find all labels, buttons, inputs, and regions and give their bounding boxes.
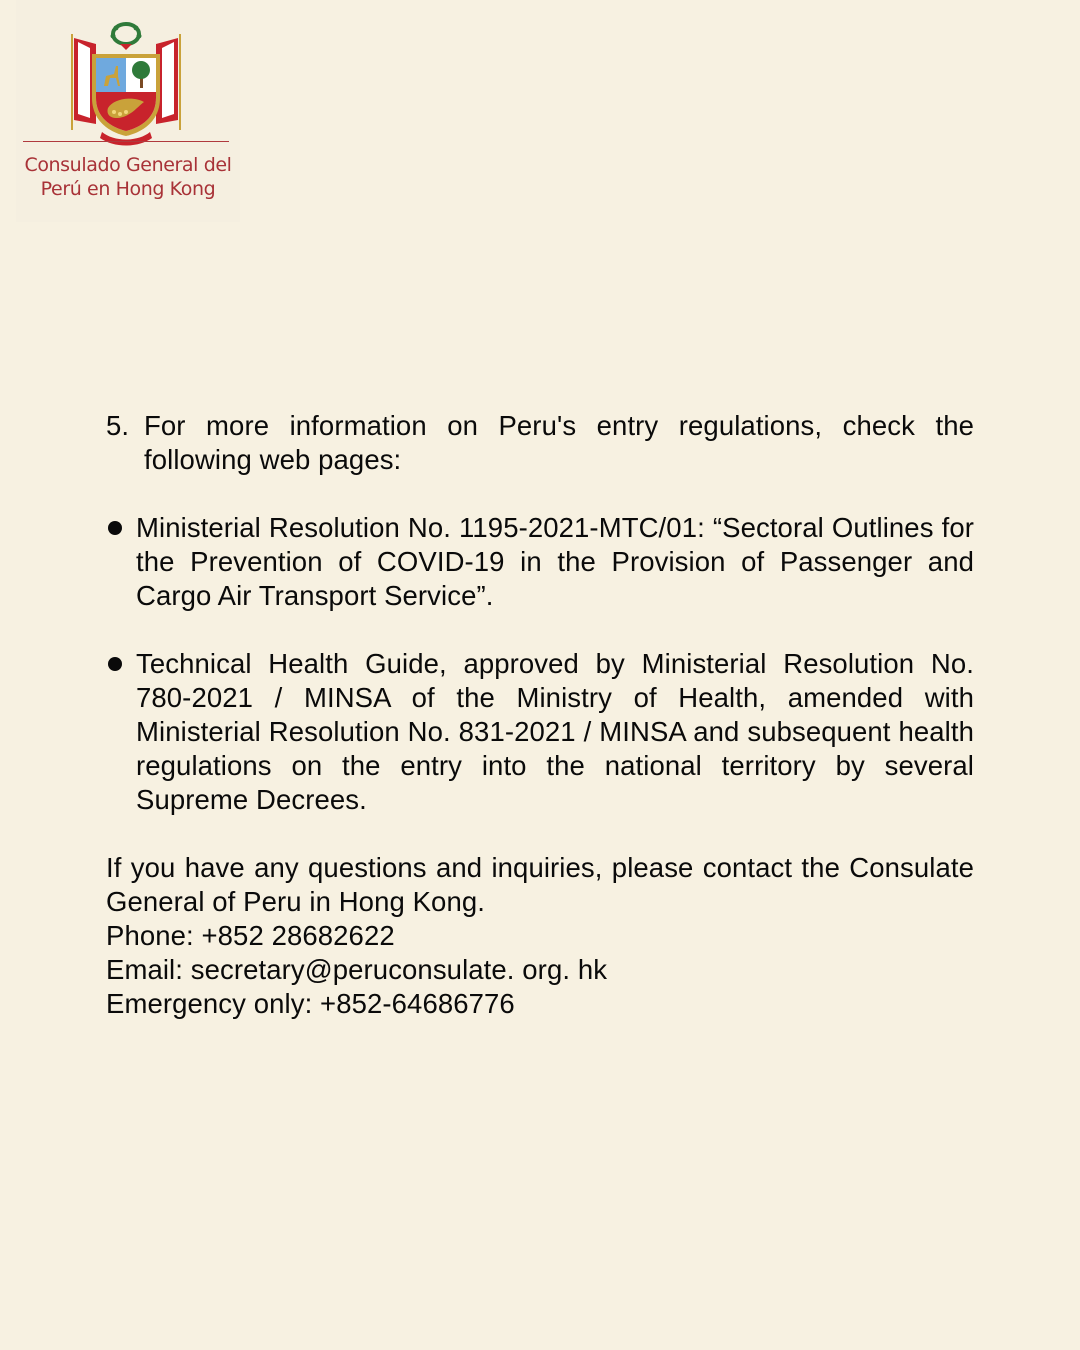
consulate-logo [16,0,240,222]
bullet-icon [108,657,122,671]
list-item [106,511,974,613]
bullet-icon [108,521,122,535]
peru-coat-of-arms-icon [66,20,186,148]
regulation-list [106,511,974,851]
contact-email: Email: secretary@peruconsulate. org. hk [106,954,608,985]
contact-phone: Phone: +852 28682622 [106,920,395,951]
contact-emergency: Emergency only: +852-64686776 [106,988,515,1019]
list-item [106,647,974,817]
numbered-point [106,409,974,477]
consulate-name [16,153,240,201]
list-item-text: Technical Health Guide, approved by Ministerial Resolution No. 780-2021 / MINSA of the Ministry of Health, amended with Ministerial Resolution No. 831-2021 / MINSA and subsequent health regulations on the entry into the national territory by several Supreme Decrees. [136,648,974,815]
point-text: For more information on Peru's entry regulations, check the following web pages: [144,410,974,475]
point-number: 5. [106,410,130,441]
contact-section [106,851,974,1021]
contact-intro: If you have any questions and inquiries, please contact the Consulate General of Peru in Hong Kong. [106,852,974,917]
consulate-name-line-1: Consulado General del [24,154,232,176]
list-item-text: Ministerial Resolution No. 1195-2021-MTC/01: “Sectoral Outlines for the Prevention of COVID-19 in the Provision of Passenger and Cargo Air Transport Service”. [136,512,974,611]
consulate-name-line-2: Perú en Hong Kong [40,178,216,200]
logo-divider [23,141,229,142]
